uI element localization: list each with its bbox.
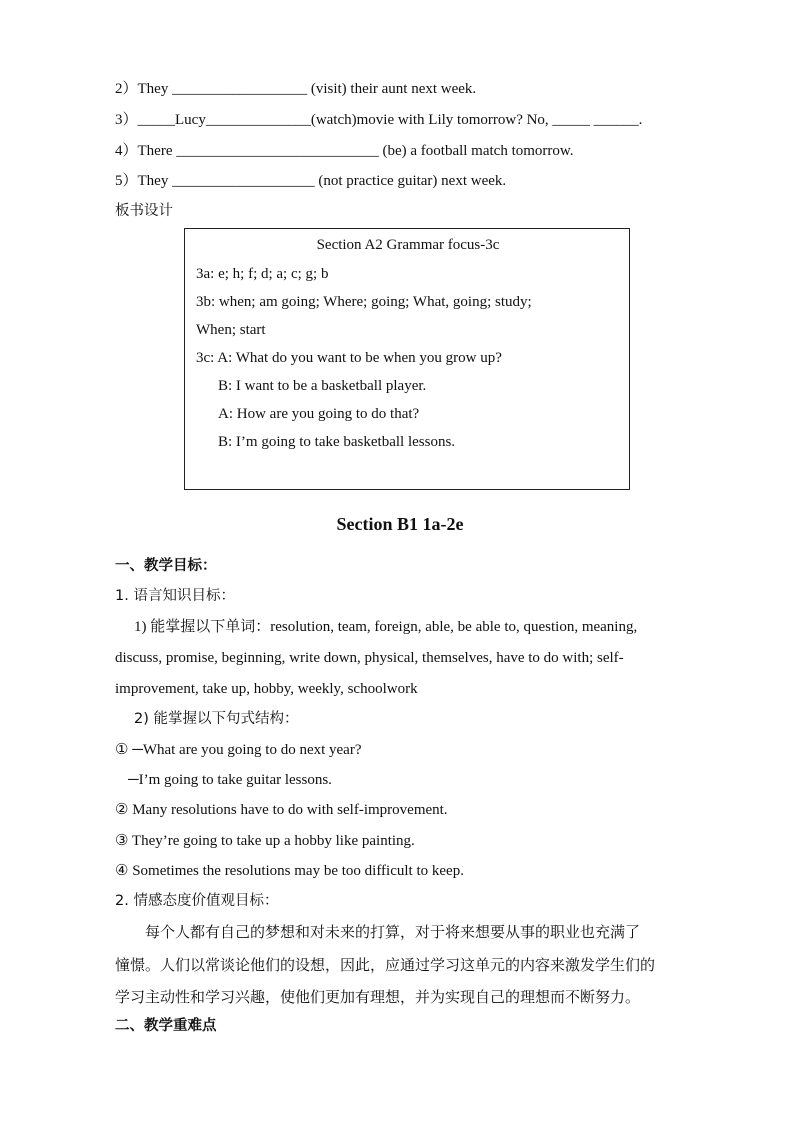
board-line-a2: A: How are you going to do that? xyxy=(218,406,420,422)
exercise-5: 5）They ___________________ (not practice guitar) next week. xyxy=(115,173,507,189)
vocab-line-1: 1) 能掌握以下单词：resolution, team, foreign, able, be able to, question, meaning, xyxy=(134,619,638,635)
exercise-2: 2）They __________________ (visit) their aunt next week. xyxy=(115,81,477,97)
emotion-paragraph-line-1: 每个人都有自己的梦想和对未来的打算，对于将来想要从事的职业也充满了 xyxy=(145,923,641,941)
lang-knowledge-heading: 1. 语言知识目标： xyxy=(115,588,235,604)
board-line-b2: B: I’m going to take basketball lessons. xyxy=(218,434,456,450)
sentence-1b: ─I’m going to take guitar lessons. xyxy=(128,772,332,788)
difficulties-heading: 二、教学重难点 xyxy=(115,1018,217,1034)
section-heading: Section B1 1a-2e xyxy=(336,514,464,534)
emotion-heading: 2. 情感态度价值观目标： xyxy=(115,893,279,909)
sentence-structure-heading: 2) 能掌握以下句式结构： xyxy=(134,711,299,727)
vocab-line-2: discuss, promise, beginning, write down, physical, themselves, have to do with; self- xyxy=(115,650,624,666)
board-line-3b-cont: When; start xyxy=(196,322,266,338)
board-title: Section A2 Grammar focus-3c xyxy=(316,237,500,253)
board-line-3b: 3b: when; am going; Where; going; What, going; study; xyxy=(196,294,532,310)
goals-heading: 一、教学目标： xyxy=(115,558,217,574)
board-design-label: 板书设计 xyxy=(115,203,173,219)
exercise-4: 4）There ___________________________ (be) a football match tomorrow. xyxy=(115,143,574,159)
board-line-3c: 3c: A: What do you want to be when you grow up? xyxy=(196,350,502,366)
board-line-b1: B: I want to be a basketball player. xyxy=(218,378,427,394)
sentence-4: ④ Sometimes the resolutions may be too difficult to keep. xyxy=(115,863,464,879)
board-design-box xyxy=(184,228,630,490)
vocab-line-3: improvement, take up, hobby, weekly, schoolwork xyxy=(115,681,418,697)
sentence-3: ③ They’re going to take up a hobby like painting. xyxy=(115,833,415,849)
board-line-3a: 3a: e; h; f; d; a; c; g; b xyxy=(196,266,329,282)
exercise-3: 3）_____Lucy______________(watch)movie with Lily tomorrow? No, _____ ______. xyxy=(115,112,643,128)
sentence-2: ② Many resolutions have to do with self-improvement. xyxy=(115,802,448,818)
sentence-1a: ① ─What are you going to do next year? xyxy=(115,742,362,758)
emotion-paragraph-line-2: 憧憬。人们以常谈论他们的设想，因此，应通过学习这单元的内容来激发学生们的 xyxy=(115,956,656,974)
emotion-paragraph-line-3: 学习主动性和学习兴趣，使他们更加有理想，并为实现自己的理想而不断努力。 xyxy=(115,988,641,1006)
